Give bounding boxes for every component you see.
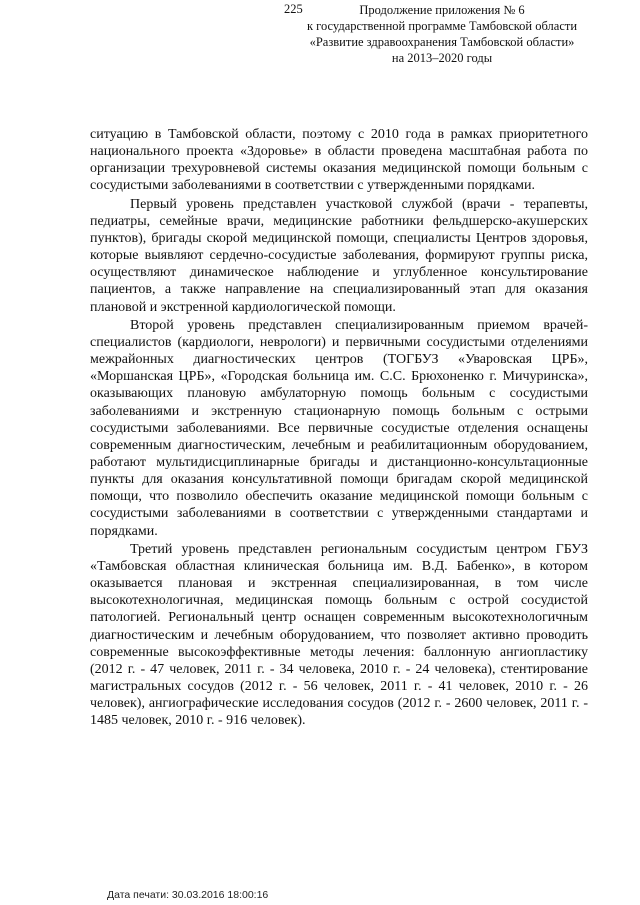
appendix-caption-line: к государственной программе Тамбовской области (306, 19, 578, 33)
document-body (90, 126, 588, 730)
print-date: Дата печати: 30.03.2016 18:00:16 (107, 889, 269, 901)
paragraph-continuation: ситуацию в Тамбовской области, поэтому с 2010 года в рамках приоритетного национального проекта «Здоровье» в области проведена масштабная работа по организации трехуровневой системы оказания медицинской помощи больным с сосудистыми заболеваниями в соответствии с утвержденными порядками. (90, 127, 588, 194)
appendix-caption-line: «Развитие здравоохранения Тамбовской области» (309, 35, 575, 49)
paragraph-second-level: Второй уровень представлен специализированным приемом врачей-специалистов (кардиологи, неврологи) и первичными сосудистыми отделениями межрайонных диагностических центров (ТОГБУЗ «Уваровская ЦРБ», «Моршанская ЦРБ», «Городская больница им. С.С. Брюхоненко г. Мичуринска», оказывающих плановую амбулаторную помощь больным с сосудистыми заболеваниями и экстренную стационарную помощь больным с острыми сосудистыми заболеваниями. Все первичные сосудистые отделения оснащены современным диагностическим, лечебным и реабилитационным оборудованием, работают мультидисциплинарные бригады и дистанционно-консультационные пункты для оказания консультативной помощи бригадам скорой медицинской помощи, что позволило обеспечить оказание медицинской помощи больным с сосудистыми заболеваниями в соответствии с утвержденными стандартами и порядками. (90, 317, 588, 539)
appendix-caption (292, 2, 592, 66)
appendix-caption-line: Продолжение приложения № 6 (359, 3, 525, 17)
page-number: 225 (284, 2, 303, 16)
appendix-caption-line: на 2013–2020 годы (391, 51, 493, 65)
paragraph-third-level: Третий уровень представлен региональным сосудистым центром ГБУЗ «Тамбовская областная клиническая больница им. В.Д. Бабенко», в котором оказывается плановая и экстренная специализированная, в том числе высокотехнологичная, медицинская помощь больным с острой сосудистой патологией. Региональный центр оснащен современным высокотехнологичным диагностическим и лечебным оборудованием, что позволяет активно проводить современные высокоэффективные методы лечения: баллонную ангиопластику (2012 г. - 47 человек, 2011 г. - 34 человека, 2010 г. - 24 человека), стентирование магистральных сосудов (2012 г. - 56 человек, 2011 г. - 41 человек, 2010 г. - 26 человек), ангиографические исследования сосудов (2012 г. - 2600 человек, 2011 г. - 1485 человек, 2010 г. - 916 человек). (90, 541, 588, 729)
paragraph-first-level: Первый уровень представлен участковой службой (врачи - терапевты, педиатры, семейные врачи, медицинские работники фельдшерско-акушерских пунктов), бригады скорой медицинской помощи, специалисты Центров здоровья, которые выявляют сердечно-сосудистые заболевания, формируют группы риска, осуществляют динамическое наблюдение и углубленное консультирование пациентов, а также направление на специализированный этап для оказания плановой и экстренной кардиологической помощи. (90, 196, 588, 315)
